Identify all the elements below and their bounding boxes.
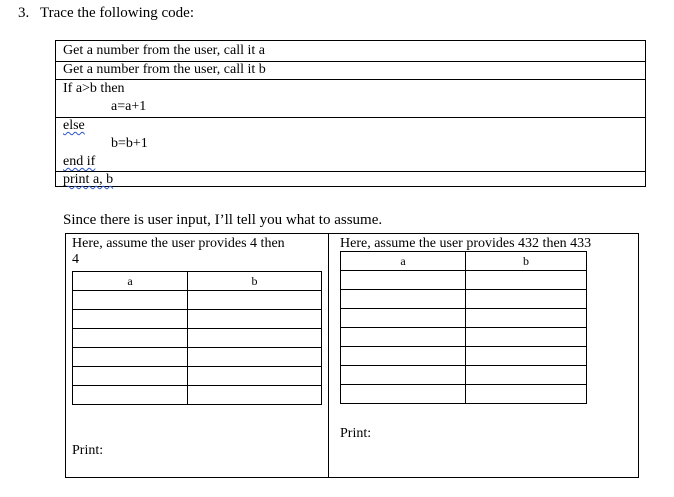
code-line-2: Get a number from the user, call it b [63,62,266,77]
empty-cell [466,347,587,366]
code-separator [56,171,645,172]
code-separator [56,79,645,80]
table-row [73,348,322,367]
column-header-b: b [466,252,587,271]
table-header-row [341,252,587,271]
case-1-print-label: Print: [72,443,104,458]
question-text: Trace the following code: [40,5,194,21]
table-row [341,366,587,385]
empty-cell [466,385,587,404]
case-1-title-line2: 4 [72,252,79,267]
empty-cell [73,348,188,367]
table-row [341,290,587,309]
table-row [73,367,322,386]
empty-cell [73,367,188,386]
case-1-title [72,236,324,268]
table-row [73,291,322,310]
empty-cell [341,385,466,404]
code-box [55,40,646,187]
table-row [73,386,322,405]
column-header-b: b [188,272,322,291]
empty-cell [466,309,587,328]
code-line-7: end if [63,154,96,169]
column-header-a: a [73,272,188,291]
case-2-print-label: Print: [340,426,372,441]
empty-cell [73,291,188,310]
empty-cell [188,310,322,329]
case-2-title: Here, assume the user provides 432 then 433 [340,236,592,251]
case-1-trace-table [72,271,322,405]
code-line-5: else [63,118,85,133]
code-line-3: If a>b then [63,81,125,96]
table-header-row [73,272,322,291]
empty-cell [466,328,587,347]
table-row [73,329,322,348]
question-number: 3. [18,5,30,21]
table-row [341,347,587,366]
empty-cell [73,386,188,405]
empty-cell [188,348,322,367]
table-row [341,328,587,347]
code-line-8-text: print a, b [63,172,114,187]
empty-cell [188,367,322,386]
code-line-6: b=b+1 [111,136,148,151]
code-line-1: Get a number from the user, call it a [63,43,265,58]
empty-cell [73,329,188,348]
empty-cell [341,271,466,290]
table-row [341,385,587,404]
code-line-4: a=a+1 [111,99,147,114]
empty-cell [188,386,322,405]
table-row [341,309,587,328]
code-separator [56,117,645,118]
empty-cell [341,290,466,309]
code-line-8 [63,172,113,188]
case-2-trace-table [340,251,587,404]
empty-cell [466,290,587,309]
question-heading [18,5,194,22]
empty-cell [188,291,322,310]
empty-cell [466,271,587,290]
empty-cell [341,328,466,347]
table-row [341,271,587,290]
empty-cell [341,366,466,385]
empty-cell [341,309,466,328]
empty-cell [341,347,466,366]
case-1-title-line1: Here, assume the user provides 4 then [72,236,285,251]
column-divider [328,234,329,477]
empty-cell [466,366,587,385]
assumption-text: Since there is user input, I’ll tell you what to assume. [63,212,383,228]
empty-cell [73,310,188,329]
table-row [73,310,322,329]
column-header-a: a [341,252,466,271]
empty-cell [188,329,322,348]
trace-cases-table [65,233,639,478]
